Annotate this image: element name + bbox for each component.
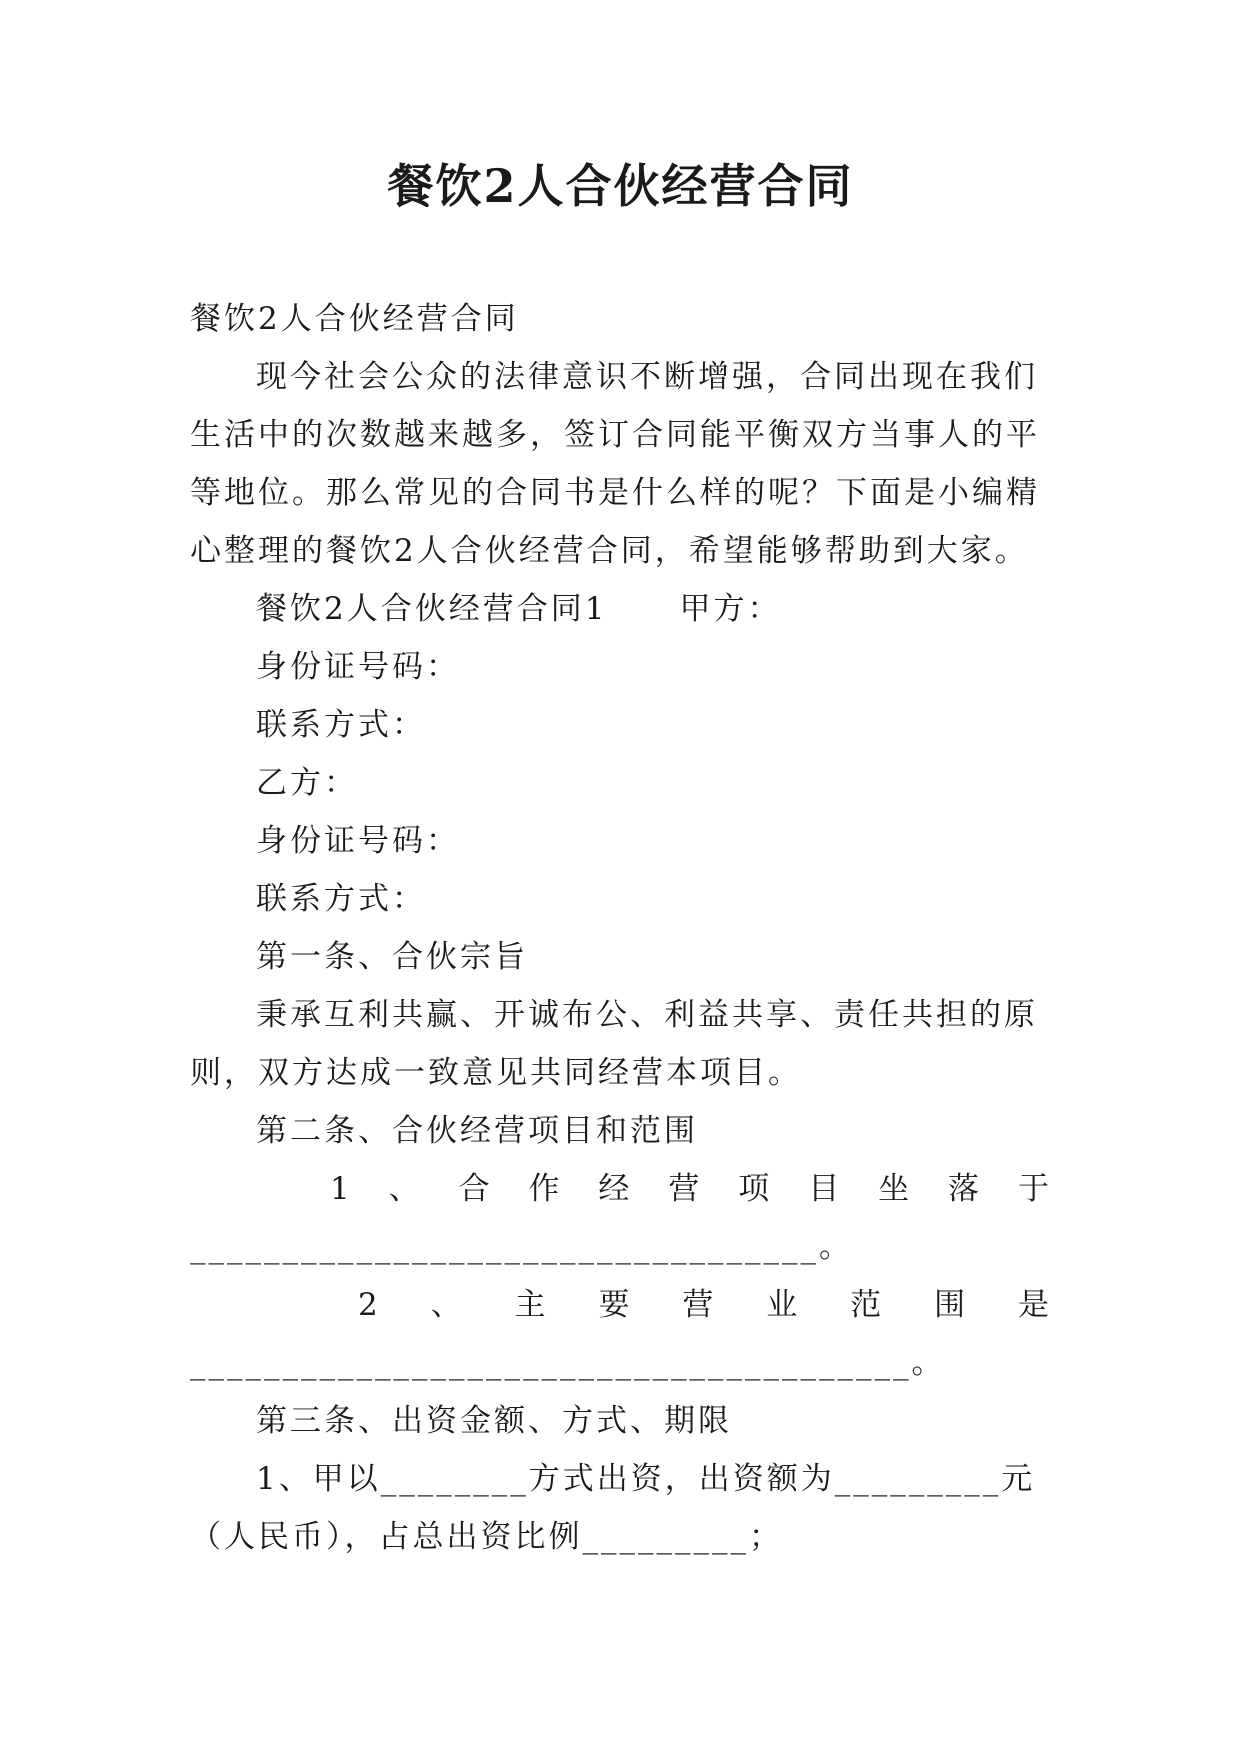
party-b-label: 乙方： [256,765,358,801]
item1-char: 经 [598,1171,633,1207]
heading-repeat: 餐饮2人合伙经营合同 [190,301,519,337]
item2-char: 主 [514,1287,549,1323]
item2-char: 营 [682,1287,717,1323]
party-b-id: 身份证号码： [256,823,460,859]
contract-header-line [190,580,1052,638]
item1-char: 1 [330,1171,353,1207]
item1-char: 合 [458,1171,493,1207]
intro-paragraph: 现今社会公众的法律意识不断增强，合同出现在我们生活中的次数越来越多，签订合同能平衡双方当事人的平等地位。那么常见的合同书是什么样的呢？下面是小编精心整理的餐饮2人合伙经营合同，希望能够帮助到大家。 [190,359,1040,569]
article2-title: 第二条、合伙经营项目和范围 [256,1113,698,1149]
item1-char: 营 [668,1171,703,1207]
item2-char: 业 [766,1287,801,1323]
item1-char: 作 [528,1171,563,1207]
article3-title: 第三条、出资金额、方式、期限 [256,1403,732,1439]
item1-justified-line [190,1160,1052,1218]
article1-title: 第一条、合伙宗旨 [256,939,528,975]
item1-char: 于 [1017,1171,1052,1207]
item2-char: 围 [934,1287,969,1323]
item2-char: 是 [1017,1287,1052,1323]
item2-char: 要 [598,1287,633,1323]
party-a-label: 甲方： [679,591,782,627]
party-a-id: 身份证号码： [256,649,460,685]
item1-char: 项 [738,1171,773,1207]
article3-item1: 1、甲以________方式出资，出资额为_________元（人民币），占总出资比例_________； [190,1461,1036,1555]
item1-char: 落 [948,1171,983,1207]
item1-blank: __________________________________。 [190,1229,853,1265]
item1-char: 目 [808,1171,843,1207]
document-title: 餐饮2人合伙经营合同 [387,159,854,213]
contract-title: 餐饮2人合伙经营合同1 [256,591,608,627]
item2-char: 、 [430,1287,465,1323]
party-b-contact: 联系方式： [256,881,426,917]
item2-justified-line [190,1276,1052,1334]
article1-body: 秉承互利共赢、开诚布公、利益共享、责任共担的原则，双方达成一致意见共同经营本项目。 [190,997,1038,1091]
item2-char: 范 [850,1287,885,1323]
item1-char: 、 [388,1171,423,1207]
item2-blank: _______________________________________。 [190,1345,946,1381]
document-body [190,290,1052,1566]
item1-char: 坐 [878,1171,913,1207]
item2-char: 2 [358,1287,381,1323]
party-a-contact: 联系方式： [256,707,426,743]
